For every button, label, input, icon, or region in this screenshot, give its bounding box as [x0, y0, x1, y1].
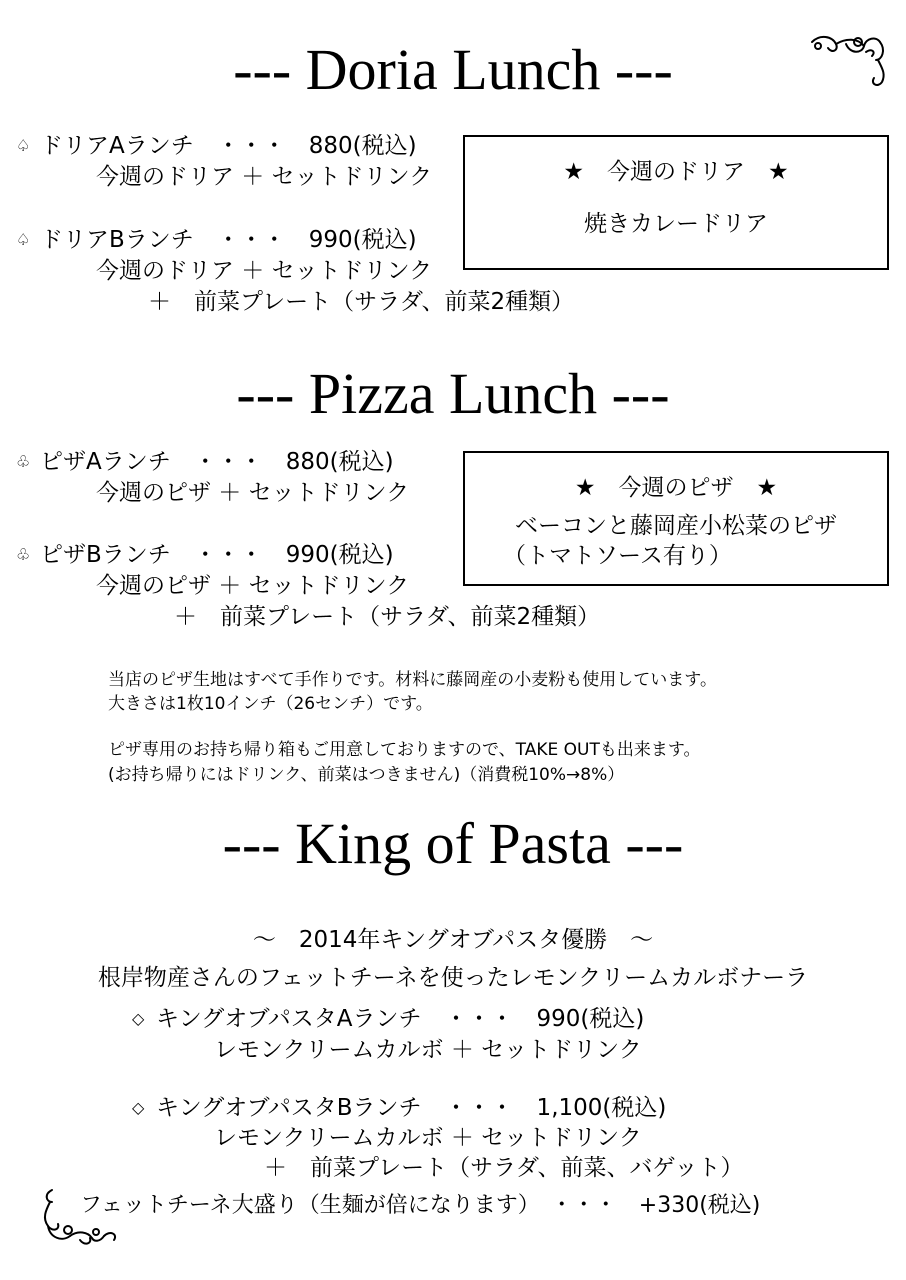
pasta-description: 根岸物産さんのフェットチーネを使ったレモンクリームカルボナーラ: [97, 965, 809, 991]
pizza-note: ピザ専用のお持ち帰り箱もご用意しておりますので、TAKE OUTも出来ます。: [108, 740, 701, 760]
weekly-pizza-dish-note: （トマトソース有り）: [503, 543, 732, 569]
menu-item-name-price: ドリアBランチ ・・・ 990(税込): [40, 227, 417, 253]
menu-item-name-price: ドリアAランチ ・・・ 880(税込): [40, 133, 417, 159]
menu-item-detail: 今週のドリア ＋ セットドリンク: [96, 258, 433, 284]
menu-item-detail: ＋ 前菜プレート（サラダ、前菜2種類）: [174, 604, 601, 630]
spade-bullet-icon: ♤: [16, 136, 31, 155]
weekly-pizza-box: [463, 451, 889, 586]
menu-item-name-price: ピザAランチ ・・・ 880(税込): [40, 449, 394, 475]
weekly-doria-box: [463, 135, 889, 270]
pizza-note: 当店のピザ生地はすべて手作りです。材料に藤岡産の小麦粉も使用しています。: [108, 670, 717, 690]
pasta-award: ～ 2014年キングオブパスタ優勝 ～: [252, 927, 654, 953]
menu-item-detail: 今週のピザ ＋ セットドリンク: [96, 480, 410, 506]
weekly-doria-title: ★ 今週のドリア ★: [563, 159, 789, 185]
pizza-note: (お持ち帰りにはドリンク、前菜はつきません)（消費税10%→8%）: [108, 765, 625, 785]
weekly-pizza-dish: ベーコンと藤岡産小松菜のピザ: [515, 513, 837, 539]
section-heading-pizza: --- Pizza Lunch ---: [236, 361, 670, 426]
menu-item-detail: ＋ 前菜プレート（サラダ、前菜2種類）: [148, 289, 575, 315]
club-bullet-icon: ♧: [16, 452, 31, 471]
weekly-pizza-title: ★ 今週のピザ ★: [574, 475, 778, 501]
menu-item-name-price: キングオブパスタAランチ ・・・ 990(税込): [156, 1006, 645, 1032]
menu-item-pizza-b: [16, 540, 394, 570]
menu-item-name-price: ピザBランチ ・・・ 990(税込): [40, 542, 394, 568]
menu-item-pasta-a: [132, 1004, 644, 1034]
diamond-bullet-icon: ◇: [132, 1098, 145, 1117]
weekly-doria-dish: 焼きカレードリア: [584, 211, 768, 237]
pasta-extra-option: フェットチーネ大盛り（生麺が倍になります） ・・・ +330(税込): [80, 1193, 761, 1218]
menu-item-detail: 今週のピザ ＋ セットドリンク: [96, 573, 410, 599]
menu-item-name-price: キングオブパスタBランチ ・・・ 1,100(税込): [156, 1095, 667, 1121]
section-heading-doria: --- Doria Lunch ---: [233, 37, 673, 102]
menu-item-pizza-a: [16, 447, 394, 477]
menu-item-detail: ＋ 前菜プレート（サラダ、前菜、バゲット）: [264, 1155, 744, 1181]
spade-bullet-icon: ♤: [16, 230, 31, 249]
diamond-bullet-icon: ◇: [132, 1009, 145, 1028]
menu-item-pasta-b: [132, 1093, 666, 1123]
menu-item-detail: レモンクリームカルボ ＋ セットドリンク: [214, 1037, 642, 1063]
pizza-note: 大きさは1枚10インチ（26センチ）です。: [108, 694, 433, 714]
section-heading-pasta: --- King of Pasta ---: [222, 811, 684, 876]
menu-item-detail: 今週のドリア ＋ セットドリンク: [96, 164, 433, 190]
menu-item-doria-b: [16, 225, 417, 255]
club-bullet-icon: ♧: [16, 545, 31, 564]
menu-item-doria-a: [16, 131, 417, 161]
menu-item-detail: レモンクリームカルボ ＋ セットドリンク: [214, 1125, 642, 1151]
